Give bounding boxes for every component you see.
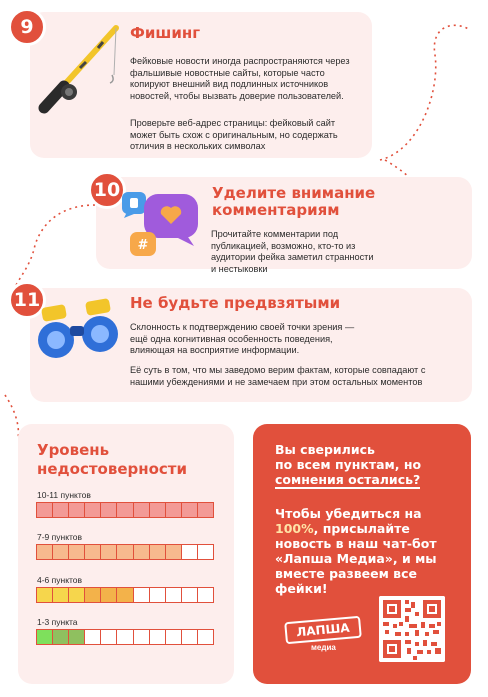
bar-cell-empty — [101, 630, 117, 644]
tip-number-badge: 9 — [8, 8, 46, 46]
bar-cell-filled — [37, 588, 53, 602]
bar-cell-empty — [182, 630, 198, 644]
bar-cell-filled — [37, 630, 53, 644]
bar-cell-filled — [150, 503, 166, 517]
bar-cell-filled — [198, 503, 213, 517]
bar-cell-filled — [166, 503, 182, 517]
bar-cell-filled — [85, 588, 101, 602]
logo-sub: медиа — [311, 643, 336, 652]
bar-cell-filled — [69, 503, 85, 517]
tip-paragraph: Фейковые новости иногда распространяются через фальшивые новостные сайты, которые часто копируют внешний вид подлинных источников новостей, чтобы вызвать доверие пользователей. — [130, 56, 350, 101]
bar-cell-filled — [134, 503, 150, 517]
cta-question-line: Вы сверились — [275, 442, 375, 457]
bar-cell-filled — [134, 545, 150, 559]
tip-title: Не будьте предвзятыми — [130, 294, 341, 312]
lapsha-media-logo — [285, 619, 361, 653]
bar-cell-empty — [166, 588, 182, 602]
level-label: 7-9 пунктов — [37, 532, 83, 542]
bar-cell-filled — [85, 545, 101, 559]
bar-cell-filled — [69, 630, 85, 644]
level-label: 4-6 пунктов — [37, 575, 83, 585]
cta-question-line: сомнения остались? — [275, 472, 421, 487]
bar-cell-filled — [166, 545, 182, 559]
bar-cell-empty — [85, 630, 101, 644]
bar-cell-filled — [37, 503, 53, 517]
bar-cell-empty — [198, 630, 213, 644]
bar-cell-filled — [117, 545, 133, 559]
bar-cell-filled — [101, 545, 117, 559]
level-bar — [36, 587, 214, 603]
bar-cell-empty — [134, 588, 150, 602]
bar-cell-filled — [150, 545, 166, 559]
tip-paragraph: Её суть в том, что мы заведомо верим фактам, которые совпадают с нашими убеждениями и не замечаем при этом остальных моментов — [130, 365, 426, 387]
tip-title: Фишинг — [130, 24, 201, 42]
bar-cell-empty — [166, 630, 182, 644]
level-bar — [36, 502, 214, 518]
qr-code[interactable] — [379, 596, 445, 662]
tip-number-badge: 10 — [88, 171, 126, 209]
cta-question-line: по всем пунктам, но — [275, 457, 422, 472]
tip-number-badge: 11 — [8, 281, 46, 319]
comments-bubbles-icon — [120, 184, 205, 264]
bar-cell-filled — [69, 588, 85, 602]
tip-paragraph: Проверьте веб-адрес страницы: фейковый сайт может быть схож с оригинальным, но содержать отличия в нескольких символах — [130, 118, 338, 152]
fishing-rod-icon — [24, 20, 124, 120]
bar-cell-empty — [134, 630, 150, 644]
bar-cell-filled — [53, 545, 69, 559]
bar-cell-filled — [85, 503, 101, 517]
cta-question — [275, 442, 455, 487]
tip-paragraph: Прочитайте комментарии под публикацией, возможно, кто-то из аудитории фейка заметил странности и нестыковки — [211, 229, 374, 274]
bar-cell-filled — [101, 588, 117, 602]
scale-title: Уровень недостоверности — [37, 441, 188, 478]
level-bar — [36, 544, 214, 560]
bar-cell-empty — [182, 545, 198, 559]
bar-cell-empty — [150, 630, 166, 644]
bar-cell-filled — [182, 503, 198, 517]
svg-text:#: # — [137, 238, 149, 253]
level-bar — [36, 629, 214, 645]
bar-cell-empty — [198, 545, 213, 559]
cta-highlight: 100% — [275, 521, 314, 536]
chatbot-cta-card — [253, 424, 471, 684]
bar-cell-empty — [150, 588, 166, 602]
bar-cell-filled — [53, 503, 69, 517]
bar-cell-empty — [182, 588, 198, 602]
bar-cell-filled — [53, 630, 69, 644]
level-label: 1-3 пункта — [37, 617, 78, 627]
bar-cell-filled — [53, 588, 69, 602]
level-label: 10-11 пунктов — [37, 490, 91, 500]
tip-title: Уделите внимание комментариям — [212, 184, 376, 219]
cta-body: Чтобы убедиться на 100%, присылайте новость в наш чат-бот «Лапша Медиа», и мы вместе развеем все фейки! — [275, 506, 437, 596]
bar-cell-filled — [37, 545, 53, 559]
bar-cell-filled — [101, 503, 117, 517]
bar-cell-empty — [117, 630, 133, 644]
bar-cell-filled — [117, 588, 133, 602]
tip-paragraph: Склонность к подтверждению своей точки зрения — ещё одна когнитивная особенность поведения, влияющая на восприятие информации. — [130, 322, 355, 356]
bar-cell-filled — [69, 545, 85, 559]
bar-cell-empty — [198, 588, 213, 602]
bar-cell-filled — [117, 503, 133, 517]
logo-text: ЛАПША — [284, 616, 362, 645]
binoculars-icon — [34, 296, 124, 364]
